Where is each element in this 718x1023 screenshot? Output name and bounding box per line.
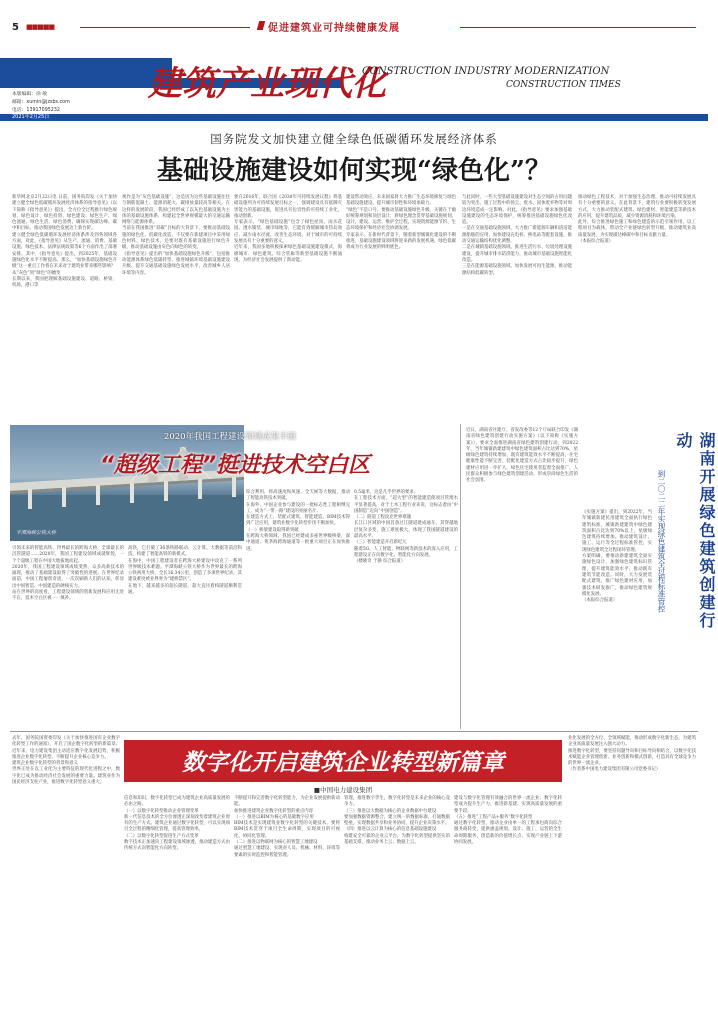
section-tag: ■■■■■ bbox=[26, 23, 55, 31]
en-title-2: CONSTRUCTION TIMES bbox=[506, 80, 621, 90]
lead-column-6: 推动绿色工程技术，对于加强生态治理，推动可持续发展具有十分重要的意义。在此背景下，建筑行业要积极转变发展方式，大力推动装配式建筑、绿色建材、智能建造等新技术的应用，提升建筑品质，减少资源消耗和环境污染。 此外，综合推进绿色施工和绿色建造的示范引领作用，以工程项目为载体，带动全产业链绿色转型升级，推动建筑业高质量发展，为实现碳达峰碳中和目标贡献力量。 （本报综合报道） bbox=[578, 195, 696, 245]
page-header bbox=[0, 0, 708, 120]
date-bar bbox=[0, 114, 708, 121]
slogan: 促进建筑业可持续健康发展 bbox=[268, 23, 400, 34]
page-number: 5 bbox=[12, 22, 19, 33]
editor-line: 本版编辑：徐 敏 bbox=[12, 92, 48, 97]
feature-column-1: 引领未来的智能高铁、世界最长的跨海大桥、全球最长的沉管隧道……2020年，我国工程建设领域成就辉煌，一个个超级工程在中国大地拔地而起。 2020年，我国工程建设领域成绩斐然，众多高新技术的涌现，推动了基础建设取得了突破性的进展。在世界纪录面前，中国工程屡创奇迹，一次次刷新人们的认知，彰显出中国智造、中国建造的硬核实力。 站在世界的高度看，工程建设领域的创新发展和应用无处不在，技术空白区被一一填补。 bbox=[12, 546, 124, 602]
column-title: 建筑产业现代化 bbox=[148, 64, 386, 104]
date-line: 2021年2月25日 bbox=[12, 114, 50, 120]
bottom-intro: 去年，国务院国资委印发《关于加快推进国有企业数字化转型工作的通知》，开启了国企数字化转型的新篇章。近年来，电力建设集团主动适应数字化发展趋势，积极推进企业数字化转型，不断提升企业核心竞争力。 建筑企业数字化转型的背景和意义 世界正处在以工业化为主要特征的现代化进程之中，数字化已成为推动经济社会发展的重要力量。建筑业作为国民经济支柱产业，推进数字化转型意义重大。 bbox=[12, 736, 120, 786]
side-divider bbox=[460, 424, 461, 729]
bottom-column-2: 信息和知识，数字化转型已成为建筑企业高质量发展的必由之路。 （一）以数字化转型推动企业管理变革 新一代信息技术的全方位渗透正深刻改变着建筑企业原有的生产方式。建筑企业通过数字化转型，可以实现项目全过程的精细化管理，提高管理效率。 （二）以数字化转型促进生产方式变革 数字技术正加速向工程建设领域渗透，推动建造方式由传统方式向智能化方向转变。 bbox=[124, 796, 230, 852]
bottom-column-6: 业化发展的全方位、全领域赋能，推动形成数字化新生态，为建筑企业高质量发展注入强大动力。 推进数字化转型，要坚持问题导向和目标导向相结合，以数字化技术赋能企业管理创新、业务创新和模式创新，打造具有全球竞争力的世界一流企业。 （作者系中国电力建设集团有限公司党委书记） bbox=[568, 736, 696, 773]
lead-column-1: 新华网北京2月22日电 日前，国务院印发《关于加快建立健全绿色低碳循环发展经济体系的指导意见》（以下简称《指导意见》）提出，全方位全过程推行绿色规划、绿色设计、绿色投资、绿色建设、绿色生产、绿色流通、绿色生活、绿色消费，确保实现碳达峰、碳中和目标，推动我国绿色发展迈上新台阶。 建立健全绿色低碳循环发展经济体系涉及到各领域各方面，对此，《指导意见》从生产、流通、消费、基础设施、绿色技术、法律法规政策等6个方面作出了部署安排。其中，《指导意见》提出，到2025年，基础设施绿色化水平不断提高。那么，“加快基础设施绿色升级”这一重点工作将在未来对于建筑业带来哪些影响？ 从“灰色”到“绿色”的嬗变 长期以来，我国把理解基础设施建设、道路、桥梁、机场、港口等 bbox=[12, 195, 117, 289]
side-title: 湖南开展绿色建筑创建行动 bbox=[674, 432, 716, 630]
photo-caption: 平潭海峡公铁大桥 bbox=[16, 530, 57, 536]
en-title-1: CONSTRUCTION INDUSTRY MODERNIZATION bbox=[362, 66, 610, 77]
bottom-column-4: 管理，推进数字孪生，数字化转型是未来企业的核心竞争力。 （三）推进以大数据为核心的企业数据中台建设 要加强数据资源整合，建立统一的数据标准，打通数据壁垒，实现数据共享和业务协同，提升企业决策水平。 （四）推进以云计算为核心的信息基础设施建设 构建安全可靠的企业云平台，为数字化转型提供坚实的基础支撑，推动业务上云、数据上云。 bbox=[344, 796, 450, 846]
feature-kicker: 2020年我国工程建设领域成果丰硕 bbox=[163, 432, 297, 442]
lead-column-2: 视作是为“灰色基础设施”，这是因为这些基础设施往往与钢筋混凝土、能源消耗大、碳排放量较高等相关。在这样的发展阶段，我国已经形成了以灰色基础设施为主体的基础设施体系，构建起全世界规模最大的交通运输网络与能源体系。 当前在我国推进“双碳”目标的大背景下，要推动基础设施的绿色化、低碳化改造，不仅要在新建项目中采用绿色材料、绿色技术，还要对既有基础设施进行绿色升级，推动基础设施由灰色向绿色的转变。 《指导意见》提出的“加快基础设施绿色升级”，包括推动能源体系绿色低碳转型、推进城镇环境基础设施建设升级、提升交通基础设施绿色发展水平、改善城乡人居环境等内容。 bbox=[122, 195, 230, 276]
lead-column-3: 要在2016年，联合国《2030年可持续发展议程》将基础设施列为可持续发展目标之一，强调建设具有抵御灾害能力的基础设施，促进具有包容性的可持续工业化，推动创新。 专家表示，“绿色基础设施”包含了绿色屋顶、雨水花园、透水铺装、城市绿地等，它能有效缓解城市热岛效应、减少雨水径流、改善生态环境，对于城市的可持续发展具有十分重要的意义。 近年来，我国多地积极探索绿色基础设施建设模式，海绵城市、绿色建筑、综合管廊等新型基础设施不断涌现，为经济社会发展提供了新动能。 bbox=[234, 195, 342, 263]
bottom-top-rule bbox=[10, 731, 698, 732]
bottom-kicker: ■中国电力建设集团 bbox=[313, 786, 373, 794]
bridge-illustration bbox=[10, 425, 244, 541]
lead-column-5: 与此同时，一些大型基础设施建设对生态空间的占用问题较为突出，施工过程中的扬尘、废水、固体废弃物等对周边环境造成一定影响。对此，《指导意见》要求加强基础设施建设的生态环境保护，统筹推进基础设施绿色化改造。 一是在交通基础设施领域，大力推广新能源车辆和清洁能源船舶的应用，加快建设充电桩、换电站等配套设施，推动交通运输结构优化调整。 二是在城镇基础设施领域，推进生活污水、垃圾处理设施建设，提升城市排水防涝能力，推动城市基础设施智能化改造。 三是在能源基础设施领域，加快发展可再生能源，推动能源结构低碳转型。 bbox=[462, 195, 572, 276]
feature-column-2: 高铁，它打破了36条铁路联动、云计算、大数据等前沿科技，构建了智能高铁的新模式。 在海中，中国工程建设者在跨海大桥建设中攻克了一系列世界级技术难题。平潭海峡公铁大桥作为世界最长的跨海公铁两用大桥，全长16.34公里，创造了多项世界纪录，其建设难度被业界誉为“建桥禁区”。 在地下，越来越多的超长隧道、超大直径盾构隧道顺利贯通。 bbox=[128, 546, 242, 596]
phone-line: 电话：13917095232 bbox=[12, 108, 60, 113]
lead-kicker: 国务院发文加快建立健全绿色低碳循环发展经济体系 bbox=[210, 132, 498, 146]
side-column-2: 《实施方案》提出，到2022年，当年城镇新建民用建筑全面执行绿色建筑标准，城镇新建建筑中绿色建筑面积占比达到70%以上，星级绿色建筑持续增加。推动建筑设计、施工、运行等全过程标准管控，实现绿色建筑全过程闭环管理。 方案明确，要推动新建建筑全面实施绿色设计，加强绿色建筑标识管理，提升建筑能效水平，推动既有建筑节能改造。同时，大力发展装配式建筑，推广绿色建材应用，加强技术研发推广，推动绿色建筑规模化发展。 （本报综合报道） bbox=[582, 510, 652, 604]
lead-column-4: 建设带动效应，未来国家将大力推广生态环境修复与绿色基础设施建设，提升城市韧性和环境承载力。 “绿色”不是口号。要推动基础设施绿色升级，关键在于做好统筹规划和顶层设计，将绿色理念贯穿基础设施规划、设计、建设、运营、维护全过程，实现资源能源节约、生态环境保护和经济社会协调发展。 专家表示，在新时代背景下，随着新型城镇化建设的不断推进，基础设施建设领域将迎来新的发展机遇，绿色低碳将成为行业发展的鲜明底色。 bbox=[346, 195, 456, 251]
email-line: 邮箱：xumin@jzsbs.com bbox=[12, 100, 70, 105]
lead-headline: 基础设施建设如何实现“绿色化”？ bbox=[157, 156, 551, 186]
bottom-headline: 数字化开启建筑企业转型新篇章 bbox=[182, 750, 504, 776]
side-subtitle: 到二〇二二年实现绿色建筑全过程标准管控 bbox=[657, 470, 666, 613]
bottom-column-3: 不断提升和完善数字化转型能力，为企业发展提供新动能。 加快推进建筑企业数字化转型的重点内容 （一）推进以BIM为核心的基础数字应用 BIM技术是实现建筑业数字化转型的关键技术，要将BIM技术贯穿于项目全生命周期，实现项目的可视化、协同化管理。 （二）推进以物联网为核心的智慧工地建设 通过智慧工地建设，实现对人员、机械、材料、环境等要素的实时监控和智能管理。 bbox=[234, 796, 340, 858]
bottom-column-5: 建设与数字化管理有效融合的世界一流企业；数字化转型成为提升生产力、推进新基建、实现高质量发展的重要手段。 （五）推进“工程产品+服务”数字化转型 通过数字化转型，推动企业由单一的工程承包商向综合服务商转变，提供涵盖规划、设计、施工、运营的全生命周期服务，创造新的价值增长点，实现产业链上下游协同发展。 bbox=[454, 796, 562, 846]
feature-column-3: 综合利用，将高速度和风速、全天候等大数据，推动了智能高铁技术突破。 在海外，中国企业参与建设的一批标志性工程相继完工，成为“一带一路”建设的亮丽名片。 在建造方式上，装配式建筑、智能建造、BIM技术得到广泛应用，建筑业数字化转型步伐不断加快。 （一）桥梁建设取得新突破 在跨海大桥领域，我国已经建成多座世界级桥梁，深中通道、黄茅海跨海通道等一批重大项目正在加快推进。 bbox=[246, 490, 350, 552]
feature-column-4: 0.5毫米，这是几乎世界的要求。 在工程技术方面，“超大型”的智能建造使项目管理水平显著提高，对于土木工程行业来说，这标志着由“中国制造”迈向“中国创造”。 （二）隧道工程攻克世界难题 长江口区域的中国首条过江隧道建成通车，其穿越地层复杂多变，施工难度极大，体现了我国隧道建设的最高水平。 （三）智能建造开启新纪元 随着5G、人工智能、物联网等新技术的深入应用，工程建设正在向数字化、智能化方向发展。 （楼晓奇 于静 综合报道） bbox=[354, 490, 458, 565]
side-column-1: 近日，湖南省住建厅、省发改委等12个厅局联合印发《湖南省绿色建筑创建行动实施方案》（以下简称《实施方案》），要求全面推进湖南省绿色建筑创建行动，到2022年，当年城镇新建建筑中绿色建筑面积占比达到70%，星级绿色建筑持续增加，既有建筑能效水平不断提高，住宅健康性能不断完善，装配化建造方式占比稳步提升，绿色建材应用进一步扩大，绿色住宅使用者监督全面推广，人民群众积极参与绿色建筑创建活动，形成崇尚绿色生活的社会氛围。 bbox=[466, 428, 578, 484]
feature-headline: “超级工程”挺进技术空白区 bbox=[99, 453, 371, 478]
column-title-bar bbox=[0, 58, 172, 88]
feature-photo bbox=[10, 425, 244, 541]
